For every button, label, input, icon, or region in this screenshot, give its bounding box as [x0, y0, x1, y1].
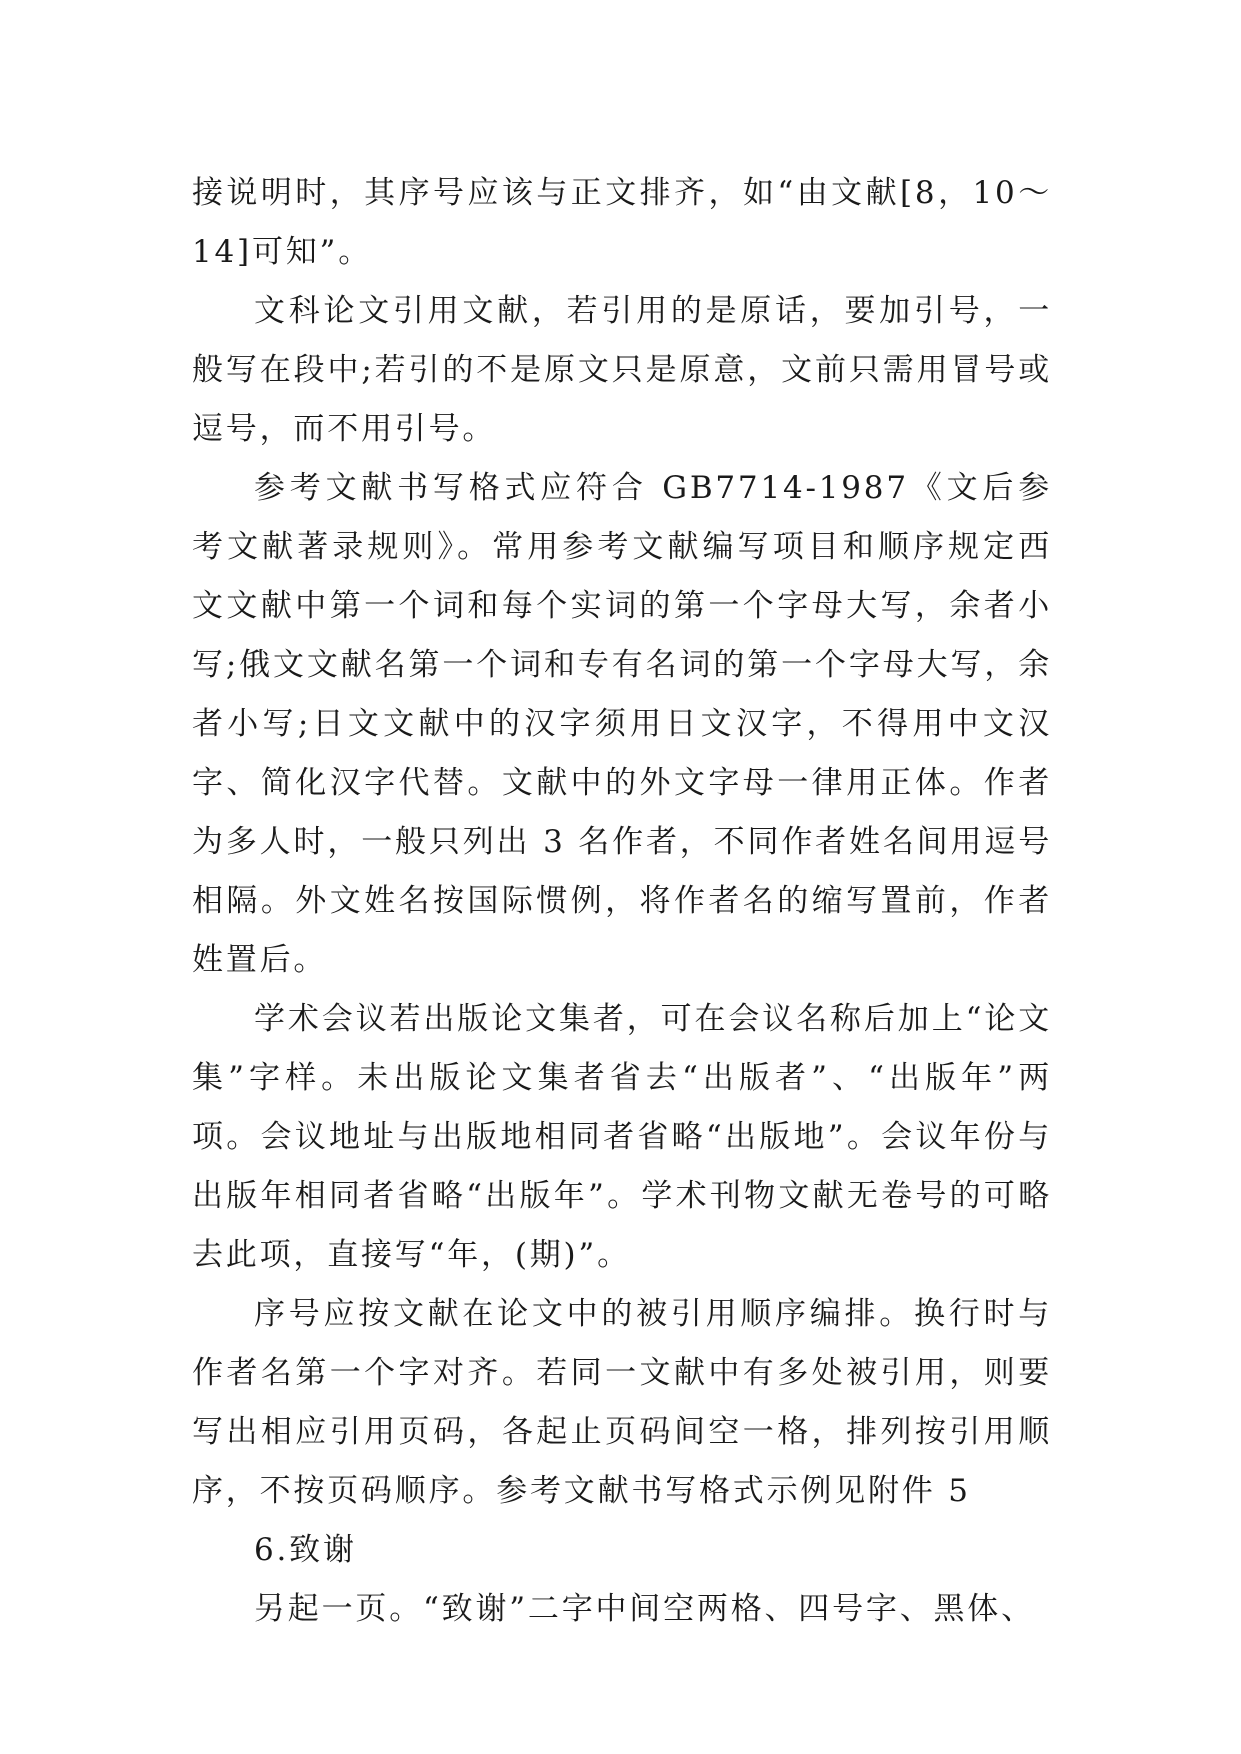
paragraph-acknowledgements-format: 另起一页。“致谢”二字中间空两格、四号字、黑体、 — [254, 1591, 1035, 1627]
paragraph-citation-numbering: 接说明时，其序号应该与正文排齐，如“由文献[8，10～14]可知”。 — [192, 175, 1052, 270]
document-body — [192, 164, 1052, 1639]
paragraph-liberal-arts-quotes: 文科论文引用文献，若引用的是原话，要加引号，一般写在段中;若引的不是原文只是原意，文前只需用冒号或逗号，而不用引号。 — [192, 293, 1052, 447]
section-heading-acknowledgements: 6.致谢 — [254, 1532, 357, 1568]
paragraph-conference-proceedings: 学术会议若出版论文集者，可在会议名称后加上“论文集”字样。未出版论文集者省去“出版者”、“出版年”两项。会议地址与出版地相同者省略“出版地”。会议年份与出版年相同者省略“出版年”。学术刊物文献无卷号的可略去此项，直接写“年，(期)”。 — [192, 1001, 1052, 1273]
paragraph-reference-ordering: 序号应按文献在论文中的被引用顺序编排。换行时与作者名第一个字对齐。若同一文献中有多处被引用，则要写出相应引用页码，各起止页码间空一格，排列按引用顺序，不按页码顺序。参考文献书写格式示例见附件 5 — [192, 1296, 1052, 1509]
paragraph-reference-format: 参考文献书写格式应符合 GB7714-1987《文后参考文献著录规则》。常用参考文献编写项目和顺序规定西文文献中第一个词和每个实词的第一个字母大写，余者小写;俄文文献名第一个词和专有名词的第一个字母大写，余者小写;日文文献中的汉字须用日文汉字，不得用中文汉字、简化汉字代替。文献中的外文字母一律用正体。作者为多人时，一般只列出 3 名作者，不同作者姓名间用逗号相隔。外文姓名按国际惯例，将作者名的缩写置前，作者姓置后。 — [192, 470, 1052, 978]
